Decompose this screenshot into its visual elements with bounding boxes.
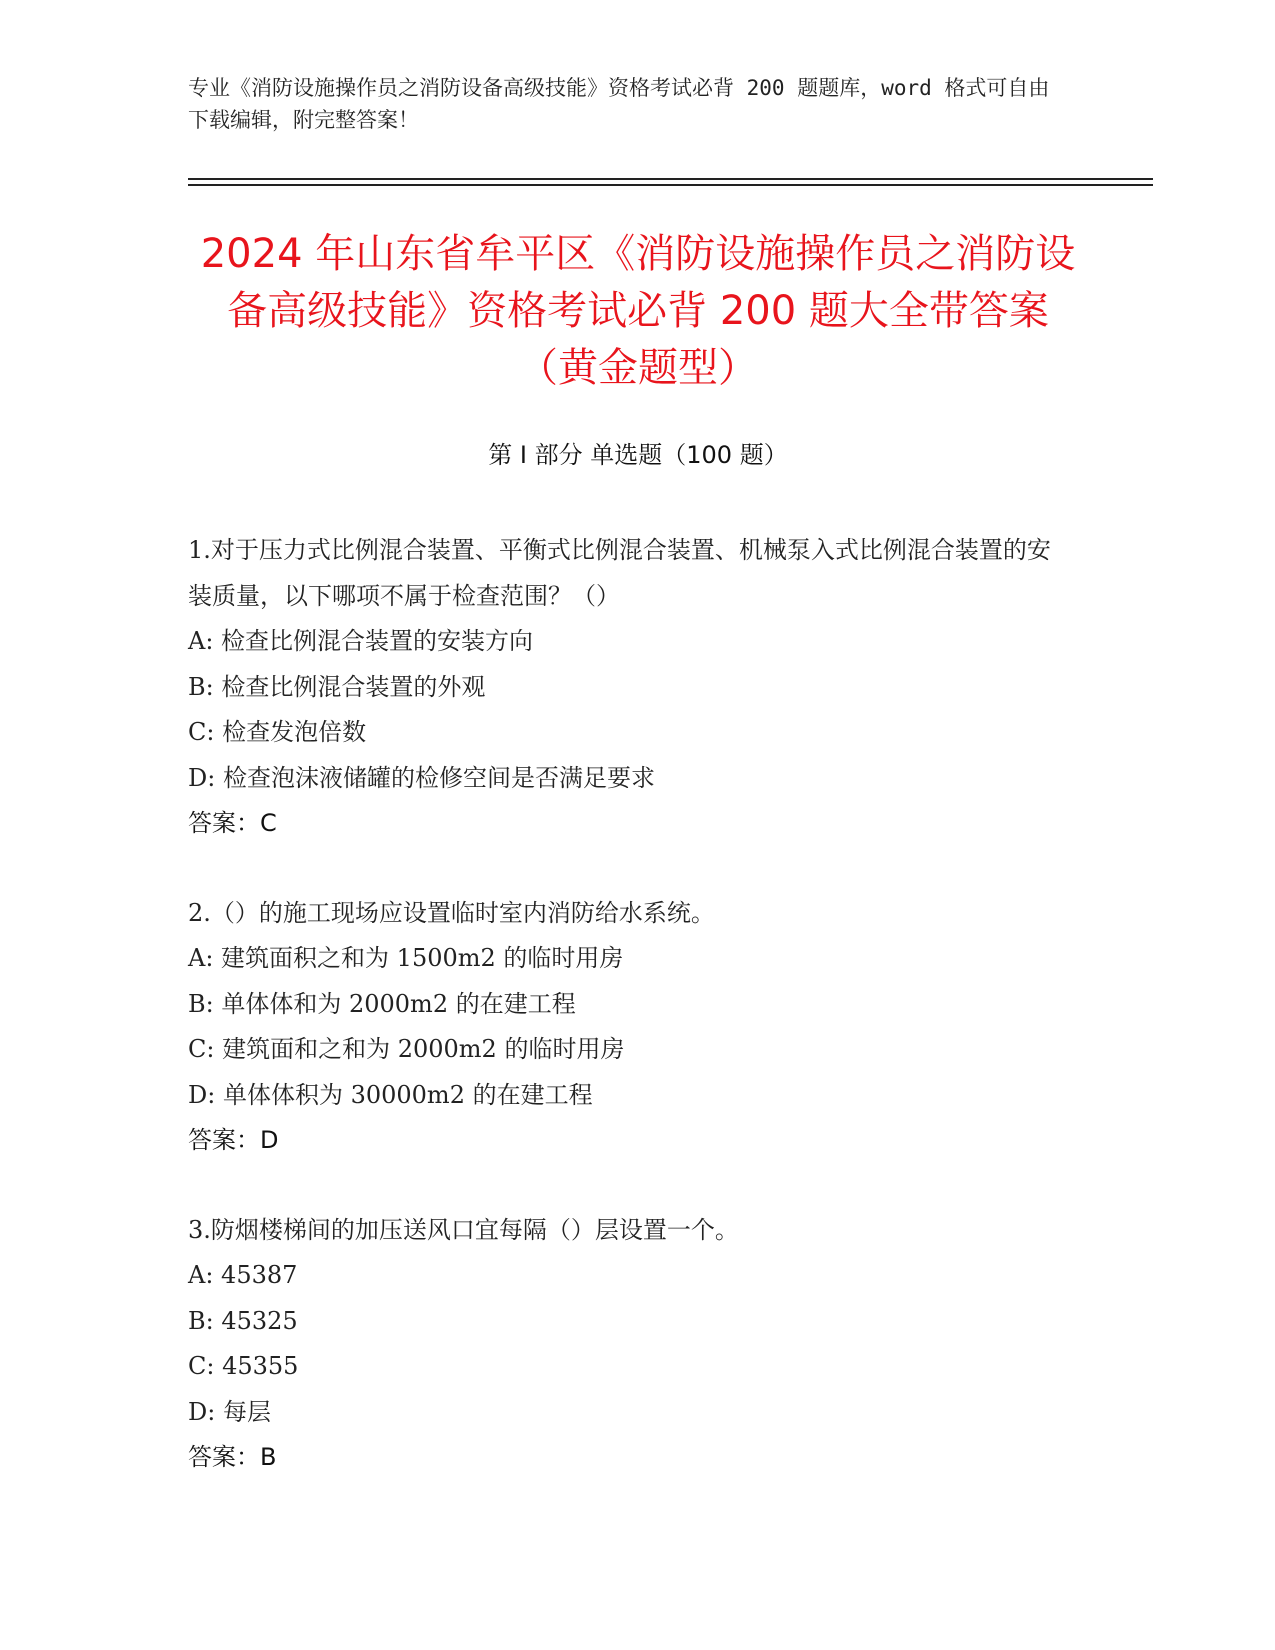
answer: 答案：C: [188, 809, 277, 837]
header-divider-top: [188, 178, 1153, 180]
header-divider-bottom: [188, 184, 1153, 186]
option-c: C: 45355: [188, 1352, 299, 1380]
option-b: B: 检查比例混合装置的外观: [188, 672, 486, 701]
question-stem: 3.防烟楼梯间的加压送风口宜每隔（）层设置一个。: [188, 1215, 739, 1244]
option-d: D: 单体体积为 30000m2 的在建工程: [188, 1080, 593, 1109]
option-d: D: 检查泡沫液储罐的检修空间是否满足要求: [188, 763, 655, 792]
option-c: C: 建筑面和之和为 2000m2 的临时用房: [188, 1035, 625, 1063]
option-a: A: 45387: [188, 1261, 298, 1289]
option-a: A: 检查比例混合装置的安装方向: [188, 627, 534, 655]
header-note: 专业《消防设施操作员之消防设备高级技能》资格考试必背 200 题题库，word 格式可自由下载编辑，附完整答案！: [188, 76, 1050, 132]
answer: 答案：B: [188, 1443, 277, 1471]
section-title: 第 I 部分 单选题（100 题）: [488, 441, 788, 469]
option-a: A: 建筑面积之和为 1500m2 的临时用房: [188, 944, 624, 972]
question-stem: 2.（）的施工现场应设置临时室内消防给水系统。: [188, 898, 715, 927]
option-b: B: 45325: [188, 1306, 298, 1335]
question-list: [188, 528, 1068, 1525]
document-title: 2024 年山东省牟平区《消防设施操作员之消防设备高级技能》资格考试必背 200 题大全带答案（黄金题型）: [200, 231, 1076, 391]
question-1: [188, 528, 1068, 847]
question-stem: 1.对于压力式比例混合装置、平衡式比例混合装置、机械泵入式比例混合装置的安装质量，以下哪项不属于检查范围？（）: [188, 536, 1051, 610]
option-d: D: 每层: [188, 1397, 271, 1426]
option-c: C: 检查发泡倍数: [188, 718, 367, 746]
question-3: [188, 1208, 1068, 1481]
question-2: [188, 891, 1068, 1164]
answer: 答案：D: [188, 1126, 279, 1154]
option-b: B: 单体体和为 2000m2 的在建工程: [188, 989, 576, 1018]
